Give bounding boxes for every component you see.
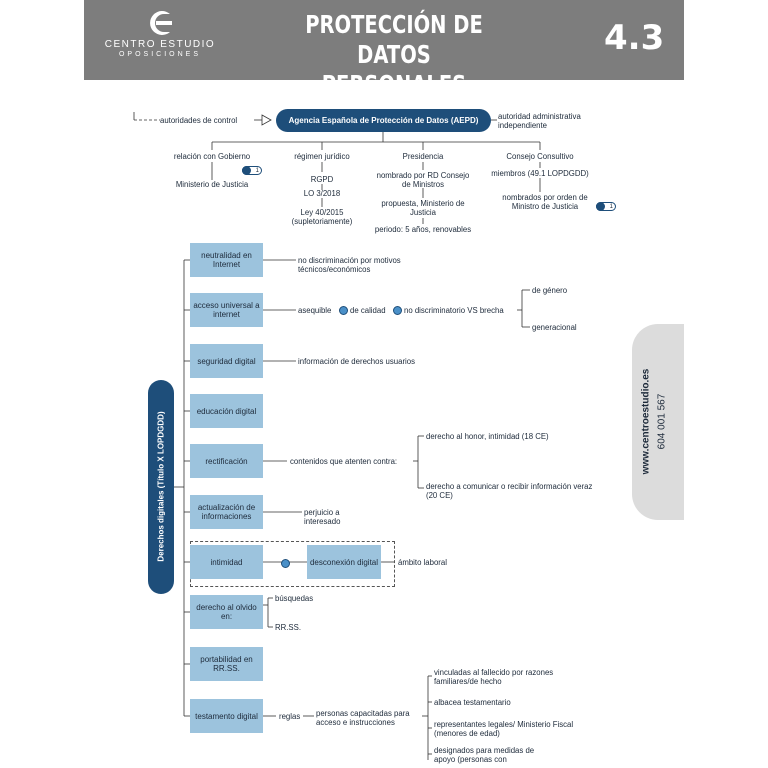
aepd-node: Agencia Española de Protección de Datos (AEPD) bbox=[276, 109, 491, 132]
right-neutrality: neutralidad en Internet bbox=[190, 243, 263, 277]
rectification-detail: contenidos que atenten contra: bbox=[290, 457, 398, 466]
right-digital-security: seguridad digital bbox=[190, 344, 263, 378]
digital-rights-label: Derechos digitales (Título X LOPDGDD) bbox=[156, 411, 166, 562]
page-title: PROTECCIÓN DE DATOS PERSONALES bbox=[305, 10, 483, 99]
presidency-period: periodo: 5 años, renovables bbox=[374, 225, 472, 234]
rectification-honor: derecho al honor, intimidad (18 CE) bbox=[426, 432, 549, 441]
legal-item-rgpd: RGPD bbox=[310, 175, 334, 184]
right-digital-testament: testamento digital bbox=[190, 699, 263, 733]
right-portability: portabilidad en RR.SS. bbox=[190, 647, 263, 681]
legal-regime-label: régimen jurídico bbox=[294, 152, 350, 161]
access-affordable: asequible bbox=[298, 306, 332, 315]
update-detail: perjuicio a interesado bbox=[304, 508, 341, 526]
right-digital-education: educación digital bbox=[190, 394, 263, 428]
rectification-info: derecho a comunicar o recibir información veraz (20 CE) bbox=[426, 482, 593, 500]
connector-dot bbox=[281, 559, 290, 568]
ministry-of-justice: Ministerio de Justicia bbox=[175, 180, 249, 189]
note-badge: 1 bbox=[596, 202, 616, 211]
access-quality: de calidad bbox=[350, 306, 386, 315]
right-universal-access: acceso universal a internet bbox=[190, 293, 263, 327]
presidency-proposal: propuesta, Ministerio de Justicia bbox=[381, 199, 465, 217]
right-privacy: intimidad bbox=[190, 545, 263, 579]
right-rectification: rectificación bbox=[190, 444, 263, 478]
control-authorities-label: autoridades de control bbox=[160, 116, 238, 125]
note-badge: 1 bbox=[242, 166, 262, 175]
council-appointed: nombrados por orden de Ministro de Justicia bbox=[502, 193, 588, 211]
forget-social: RR.SS. bbox=[275, 623, 301, 632]
security-detail: información de derechos usuarios bbox=[298, 357, 416, 366]
testament-persons: personas capacitadas para acceso e instrucciones bbox=[316, 709, 410, 727]
presidency-appointed: nombrado por RD Consejo de Ministros bbox=[376, 171, 470, 189]
advisory-council-label: Consejo Consultivo bbox=[506, 152, 574, 161]
testament-person-support: designados para medidas de apoyo (personas con bbox=[434, 746, 535, 764]
disconnection-scope: ámbito laboral bbox=[398, 558, 447, 567]
neutrality-detail: no discriminación por motivos técnicos/económicos bbox=[298, 256, 401, 274]
testament-person-family: vinculadas al fallecido por razones familiares/de hecho bbox=[434, 668, 554, 686]
gap-generational: generacional bbox=[532, 323, 577, 332]
access-non-discriminatory: no discriminatorio VS brecha bbox=[404, 306, 504, 315]
testament-person-legal: representantes legales/ Ministerio Fiscal (menores de edad) bbox=[434, 720, 574, 738]
testament-rules: reglas bbox=[279, 712, 301, 721]
right-information-update: actualización de informaciones bbox=[190, 495, 263, 529]
aepd-nature: autoridad administrativa independiente bbox=[498, 112, 581, 130]
right-digital-disconnection: desconexión digital bbox=[307, 545, 381, 579]
right-to-be-forgotten: derecho al olvido en: bbox=[190, 595, 263, 629]
section-number: 4.3 bbox=[604, 18, 665, 58]
connector-dot bbox=[393, 306, 402, 315]
council-members: miembros (49.1 LOPDGDD) bbox=[491, 169, 589, 178]
legal-item-ley40: Ley 40/2015 (supletoriamente) bbox=[291, 208, 353, 226]
gap-gender: de género bbox=[532, 286, 568, 295]
presidency-label: Presidencia bbox=[402, 152, 444, 161]
connector-dot bbox=[339, 306, 348, 315]
government-relation-label: relación con Gobierno bbox=[173, 152, 251, 161]
logo-subtext: OPOSICIONES bbox=[118, 51, 201, 58]
phone-number: 604 001 567 bbox=[656, 393, 668, 450]
forget-searches: búsquedas bbox=[275, 594, 314, 603]
testament-person-executor: albacea testamentario bbox=[434, 698, 511, 707]
legal-item-lo: LO 3/2018 bbox=[303, 189, 341, 198]
website-link[interactable]: www.centroestudio.es bbox=[640, 368, 652, 475]
logo-text: CENTRO ESTUDIO bbox=[104, 39, 216, 50]
